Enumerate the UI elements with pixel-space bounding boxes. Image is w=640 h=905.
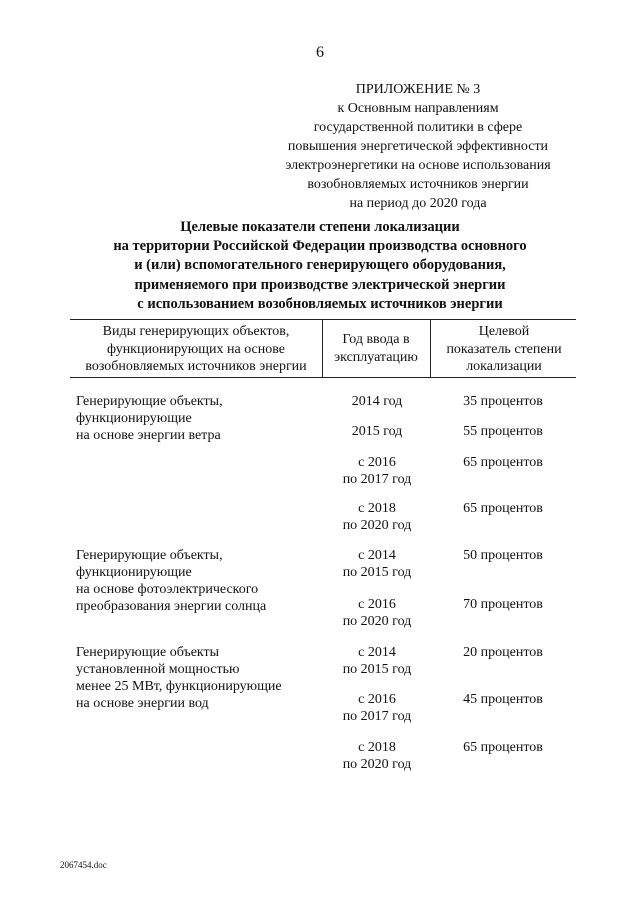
title-line: применяемого при производстве электрической энергии	[134, 276, 506, 293]
table-header-bottom-rule	[70, 377, 576, 378]
appendix-line: повышения энергетической эффективности	[287, 139, 549, 154]
table-cell-percent: 35 процентов	[463, 394, 543, 409]
appendix-title: ПРИЛОЖЕНИЕ № 3	[355, 82, 481, 97]
table-cell-year: 2014 год	[351, 394, 403, 409]
table-cell-percent: 45 процентов	[463, 692, 543, 707]
table-cell-percent: 70 процентов	[463, 597, 543, 612]
object-type-wind: Генерирующие объекты, функционирующие на основе энергии ветра	[76, 394, 223, 443]
table-cell-year: 2015 год	[351, 424, 403, 439]
table-cell-year: с 2014 по 2015 год	[342, 645, 412, 677]
table-header-divider	[322, 319, 323, 377]
appendix-line: на период до 2020 года	[349, 196, 487, 211]
table-header-top-rule	[70, 319, 576, 320]
table-cell-year: с 2016 по 2020 год	[342, 597, 412, 629]
table-cell-percent: 20 процентов	[463, 645, 543, 660]
table-cell-percent: 65 процентов	[463, 455, 543, 470]
appendix-line: государственной политики в сфере	[313, 120, 523, 135]
table-cell-year: с 2016 по 2017 год	[342, 692, 412, 724]
header-target-localization: Целевой показатель степени локализации	[446, 324, 562, 374]
table-cell-percent: 55 процентов	[463, 424, 543, 439]
table-cell-percent: 50 процентов	[463, 548, 543, 563]
appendix-line: электроэнергетики на основе использования	[285, 158, 551, 173]
table-cell-year: с 2018 по 2020 год	[342, 740, 412, 772]
table-header-divider	[430, 319, 431, 377]
appendix-line: к Основным направлениям	[337, 101, 499, 116]
appendix-line: возобновляемых источников энергии	[307, 177, 529, 192]
header-object-type: Виды генерирующих объектов, функционирующих на основе возобновляемых источников энергии	[85, 324, 307, 374]
object-type-solar: Генерирующие объекты, функционирующие на основе фотоэлектрического преобразования энергии солнца	[76, 548, 267, 614]
table-cell-year: с 2014 по 2015 год	[342, 548, 412, 580]
document-title	[0, 218, 640, 314]
object-type-hydro: Генерирующие объекты установленной мощностью менее 25 МВт, функционирующие на основе энергии вод	[76, 645, 282, 711]
page-number: 6	[316, 44, 324, 61]
footer-filename: 2067454.doc	[60, 860, 107, 870]
appendix-block	[268, 80, 568, 213]
title-line: на территории Российской Федерации производства основного	[113, 238, 527, 255]
title-line: Целевые показатели степени локализации	[180, 219, 460, 235]
header-commissioning-year: Год ввода в эксплуатацию	[334, 332, 418, 365]
table-cell-year: с 2018 по 2020 год	[342, 501, 412, 533]
table-cell-percent: 65 процентов	[463, 740, 543, 755]
title-line: и (или) вспомогательного генерирующего оборудования,	[134, 257, 506, 274]
title-line: с использованием возобновляемых источников энергии	[137, 295, 503, 312]
table-cell-percent: 65 процентов	[463, 501, 543, 516]
table-cell-year: с 2016 по 2017 год	[342, 455, 412, 487]
